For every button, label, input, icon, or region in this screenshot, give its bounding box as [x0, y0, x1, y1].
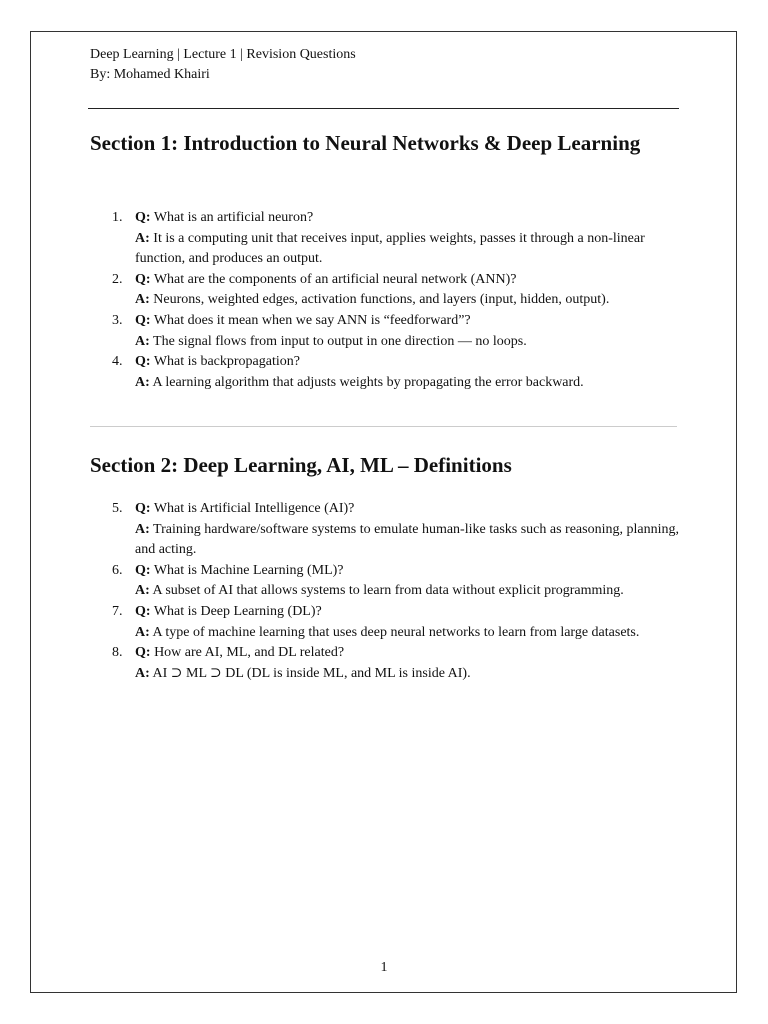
answer-text: A subset of AI that allows systems to learn from data without explicit programming.	[152, 583, 624, 599]
section-1-title: Section 1: Introduction to Neural Networks & Deep Learning	[90, 131, 641, 155]
question-line	[135, 270, 680, 291]
answer-label: A:	[135, 333, 150, 349]
header-divider	[88, 108, 679, 109]
question-label: Q:	[135, 562, 151, 578]
question-label: Q:	[135, 312, 151, 328]
question-line	[135, 499, 680, 520]
section-2-title: Section 2: Deep Learning, AI, ML – Definitions	[90, 453, 512, 477]
answer-text: Neurons, weighted edges, activation functions, and layers (input, hidden, output).	[153, 292, 610, 308]
answer-label: A:	[135, 230, 150, 246]
question-text: What are the components of an artificial neural network (ANN)?	[153, 271, 517, 287]
question-text: What is Machine Learning (ML)?	[153, 562, 344, 578]
item-number: 5.	[112, 501, 123, 516]
question-text: How are AI, ML, and DL related?	[154, 645, 345, 661]
question-text: What is backpropagation?	[153, 354, 300, 370]
item-number: 7.	[112, 603, 123, 619]
question-line	[135, 602, 680, 623]
qa-item	[90, 352, 680, 393]
document-header	[90, 45, 356, 85]
question-label: Q:	[135, 210, 151, 225]
answer-label: A:	[135, 292, 150, 308]
answer-label: A:	[135, 583, 150, 599]
qa-item	[90, 208, 680, 270]
answer-line	[135, 581, 680, 602]
question-line	[135, 311, 680, 332]
answer-line	[135, 520, 680, 561]
answer-line	[135, 290, 680, 311]
question-text: What does it mean when we say ANN is “feedforward”?	[153, 312, 471, 328]
item-number: 2.	[112, 271, 123, 287]
answer-text: Training hardware/software systems to emulate human-like tasks such as reasoning, planning, and acting.	[135, 521, 679, 558]
qa-item	[90, 643, 680, 684]
answer-line	[135, 373, 680, 394]
answer-label: A:	[135, 374, 150, 390]
answer-line	[135, 332, 680, 353]
answer-text: The signal flows from input to output in one direction — no loops.	[153, 333, 527, 349]
question-line	[135, 643, 680, 664]
answer-text: It is a computing unit that receives input, applies weights, passes it through a non-linear function, and produces an output.	[135, 230, 645, 267]
question-label: Q:	[135, 645, 151, 661]
question-line	[135, 208, 680, 229]
item-number: 3.	[112, 312, 123, 328]
item-number: 4.	[112, 354, 123, 370]
question-text: What is Deep Learning (DL)?	[153, 603, 322, 619]
answer-label: A:	[135, 624, 150, 640]
section-2-question-list	[90, 499, 680, 684]
qa-item	[90, 499, 680, 561]
answer-label: A:	[135, 521, 150, 537]
answer-text: AI ⊃ ML ⊃ DL (DL is inside ML, and ML is inside AI).	[152, 665, 471, 681]
item-number: 1.	[112, 210, 123, 225]
item-number: 8.	[112, 645, 123, 661]
answer-text: A learning algorithm that adjusts weights by propagating the error backward.	[152, 374, 584, 390]
question-text: What is an artificial neuron?	[153, 210, 314, 225]
page-number: 1	[380, 960, 388, 975]
question-text: What is Artificial Intelligence (AI)?	[153, 501, 355, 516]
qa-item	[90, 311, 680, 352]
answer-text: A type of machine learning that uses deep neural networks to learn from large datasets.	[152, 624, 640, 640]
header-course-line: Deep Learning | Lecture 1 | Revision Questions	[90, 47, 356, 62]
answer-line	[135, 229, 680, 270]
question-label: Q:	[135, 271, 151, 287]
question-line	[135, 561, 680, 582]
question-label: Q:	[135, 603, 151, 619]
item-number: 6.	[112, 562, 123, 578]
qa-item	[90, 561, 680, 602]
answer-label: A:	[135, 665, 150, 681]
answer-line	[135, 664, 680, 685]
question-line	[135, 352, 680, 373]
qa-item	[90, 602, 680, 643]
section-1-question-list	[90, 208, 680, 393]
qa-item	[90, 270, 680, 311]
question-label: Q:	[135, 501, 151, 516]
question-label: Q:	[135, 354, 151, 370]
header-author-line: By: Mohamed Khairi	[90, 67, 210, 82]
answer-line	[135, 623, 680, 644]
section-divider	[90, 426, 677, 427]
